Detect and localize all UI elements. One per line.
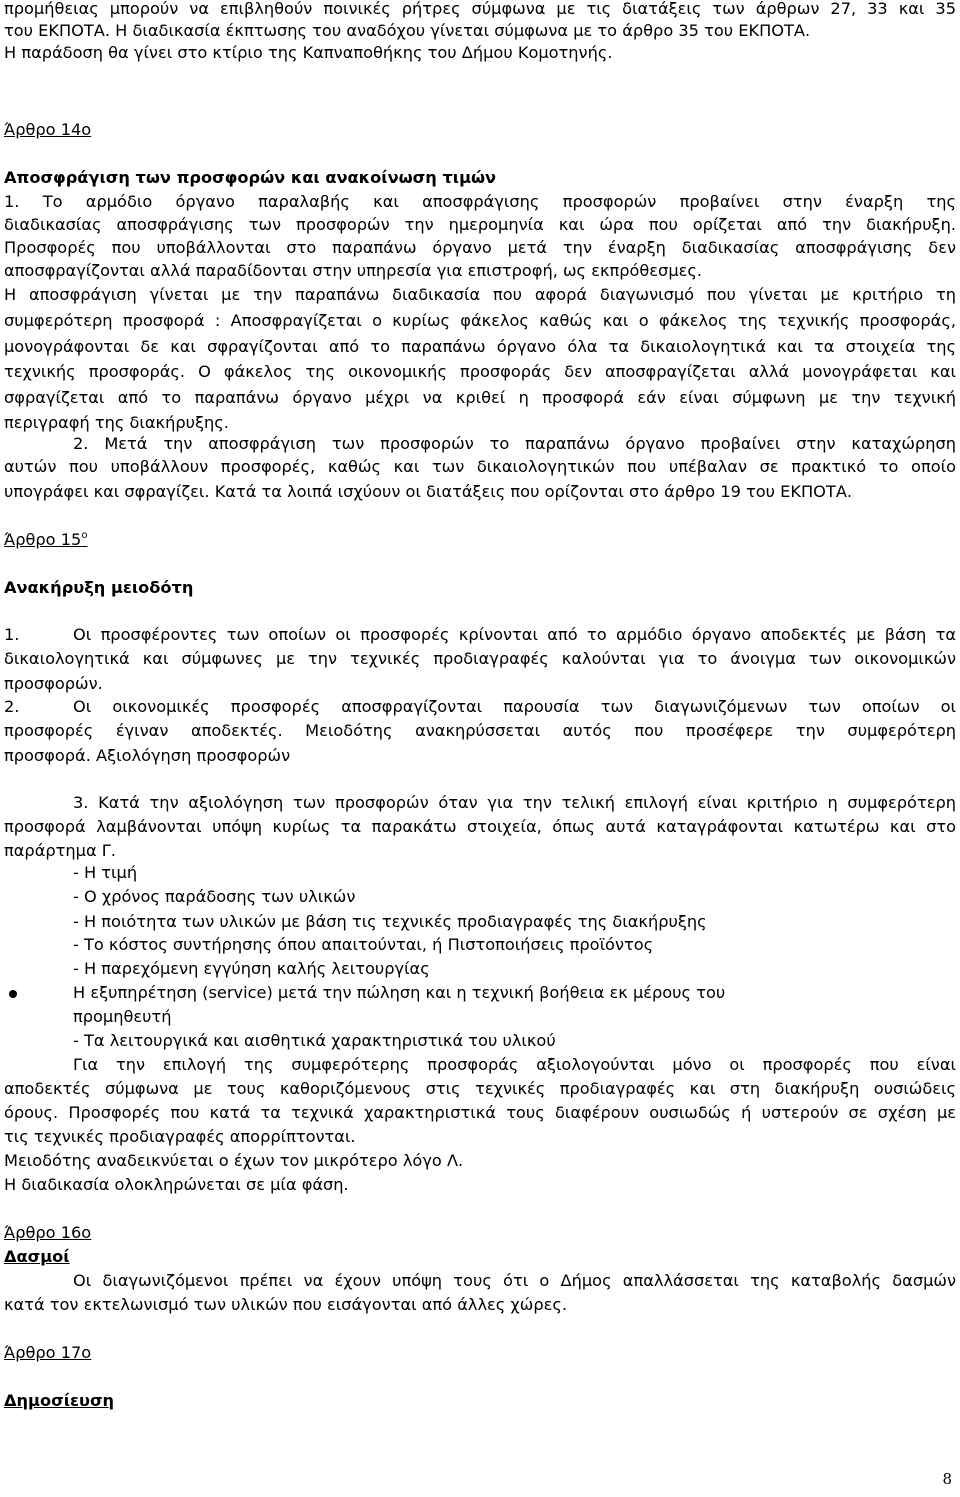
body-line: όρους. Προσφορές που κατά τα τεχνικά χαρακτηριστικά τους διαφέρουν ουσιωδώς ή υστερούν σε σχέση με: [4, 1103, 956, 1122]
body-line: αποδεκτές σύμφωνα με τους καθοριζόμενους στις τεχνικές προδιαγραφές και στη διακήρυξη ουσιώδεις: [4, 1079, 956, 1098]
body-line: προσφορά λαμβάνονται υπόψη κυρίως τα παρακάτω στοιχεία, όπως αυτά καταγράφονται κατωτέρω και στο: [4, 817, 956, 836]
body-line: σφραγίζεται από το παραπάνω όργανο μέχρι να κριθεί η προσφορά εάν είναι σύμφωνη με την τεχνική: [4, 388, 956, 407]
article-16-heading: Δασμοί: [4, 1247, 70, 1266]
paragraph-number: 2.: [4, 697, 20, 716]
article-15-title: [4, 529, 956, 551]
body-line: Η αποσφράγιση γίνεται με την παραπάνω διαδικασία που αφορά διαγωνισμό που γίνεται με κριτήριο τη: [4, 285, 956, 304]
body-line: προσφορά. Αξιολόγηση προσφορών: [4, 746, 291, 765]
body-line: του ΕΚΠΟΤΑ. Η διαδικασία έκπτωσης του αναδόχου γίνεται σύμφωνα με το άρθρο 35 του ΕΚΠΟΤΑ.: [4, 21, 811, 40]
body-line: Η παράδοση θα γίνει στο κτίριο της Καπναποθήκης του Δήμου Κομοτηνής.: [4, 43, 613, 62]
body-line: 3. Κατά την αξιολόγηση των προσφορών όταν για την τελική επιλογή είναι κριτήριο η συμφερότερη: [73, 793, 956, 812]
paragraph-number: 1.: [4, 625, 20, 644]
body-line: 1. Το αρμόδιο όργανο παραλαβής και αποσφράγισης προσφορών προβαίνει στην έναρξη της: [4, 192, 956, 211]
article-14-title: Άρθρο 14ο: [4, 120, 92, 139]
body-line: Μειοδότης αναδεικνύεται ο έχων τον μικρότερο λόγο Λ.: [4, 1151, 464, 1170]
page-number: 8: [942, 1470, 952, 1488]
body-line: Οι διαγωνιζόμενοι πρέπει να έχουν υπόψη τους ότι ο Δήμος απαλλάσσεται της καταβολής δασμών: [73, 1271, 956, 1290]
article-15-heading: Ανακήρυξη μειοδότη: [4, 578, 194, 597]
criteria-item: - Η παρεχόμενη εγγύηση καλής λειτουργίας: [73, 959, 430, 978]
body-line: Για την επιλογή της συμφερότερης προσφοράς αξιολογούνται μόνο οι προσφορές που είναι: [73, 1055, 956, 1074]
body-line: αποσφραγίζονται αλλά παραδίδονται στην υπηρεσία για επιστροφή, ως εκπρόθεσμες.: [4, 261, 703, 280]
body-line: τις τεχνικές προδιαγραφές απορρίπτονται.: [4, 1127, 356, 1146]
body-line: προμήθειας μπορούν να επιβληθούν ποινικές ρήτρες σύμφωνα με τις διατάξεις των άρθρων 27, 33 και 35: [4, 0, 956, 18]
body-line: Η διαδικασία ολοκληρώνεται σε μία φάση.: [4, 1175, 349, 1194]
body-line: προσφορές έγιναν αποδεκτές. Μειοδότης ανακηρύσσεται αυτός που προσέφερε την συμφερότερη: [4, 721, 956, 740]
body-line: προσφορών.: [4, 674, 103, 693]
article-17-title: Άρθρο 17ο: [4, 1343, 92, 1362]
article-17-heading: Δημοσίευση: [4, 1391, 115, 1410]
bullet-icon: [9, 990, 17, 998]
body-line: αυτών που υποβάλλουν προσφορές, καθώς και των δικαιολογητικών που υπέβαλαν σε πρακτικό το οποίο: [4, 457, 956, 476]
body-line: υπογράφει και σφραγίζει. Κατά τα λοιπά ισχύουν οι διατάξεις που ορίζονται στο άρθρο 19 του ΕΚΠΟΤΑ.: [4, 482, 853, 501]
criteria-item: - Η ποιότητα των υλικών με βάση τις τεχνικές προδιαγραφές της διακήρυξης: [73, 912, 707, 931]
body-line: 2. Μετά την αποσφράγιση των προσφορών το παραπάνω όργανο προβαίνει στην καταχώρηση: [73, 434, 956, 453]
body-line: Οι οικονομικές προσφορές αποσφραγίζονται παρουσία των διαγωνιζόμενων των οποίων οι: [73, 697, 956, 716]
body-line: τεχνικής προσφοράς. Ο φάκελος της οικονομικής προσφοράς δεν αποσφραγίζεται αλλά μονογράφεται και: [4, 362, 956, 381]
body-line: Προσφορές που υποβάλλονται στο παραπάνω όργανο μετά την έναρξη διαδικασίας αποσφράγισης δεν: [4, 238, 956, 257]
criteria-item: - Τα λειτουργικά και αισθητικά χαρακτηριστικά του υλικού: [73, 1031, 556, 1050]
article-14-heading: Αποσφράγιση των προσφορών και ανακοίνωση τιμών: [4, 168, 497, 187]
body-line: μονογράφονται δε και σφραγίζονται από το παραπάνω όργανο όλα τα δικαιολογητικά και τα στοιχεία της: [4, 337, 956, 356]
article-15-title-sup: ο: [81, 530, 88, 541]
criteria-item: - Η τιμή: [73, 863, 138, 882]
article-16-title: Άρθρο 16ο: [4, 1223, 92, 1242]
body-line: παράρτημα Γ.: [4, 841, 116, 860]
criteria-item: - Ο χρόνος παράδοσης των υλικών: [73, 887, 356, 906]
criteria-item: προμηθευτή: [73, 1007, 172, 1026]
body-line: κατά τον εκτελωνισμό των υλικών που εισάγονται από άλλες χώρες.: [4, 1295, 568, 1314]
article-15-title-text: Άρθρο 15: [4, 530, 82, 549]
body-line: περιγραφή της διακήρυξης.: [4, 413, 229, 432]
body-line: Οι προσφέροντες των οποίων οι προσφορές κρίνονται από το αρμόδιο όργανο αποδεκτές με βάση τα: [73, 625, 956, 644]
body-line: διαδικασίας αποσφράγισης των προσφορών την ημερομηνία και ώρα που ορίζεται από την διακήρυξη.: [4, 215, 956, 234]
criteria-item: Η εξυπηρέτηση (service) μετά την πώληση και η τεχνική βοήθεια εκ μέρους του: [73, 983, 726, 1002]
body-line: συμφερότερη προσφορά : Αποσφραγίζεται ο κυρίως φάκελος καθώς και ο φάκελος της τεχνικής προσφοράς,: [4, 311, 956, 330]
criteria-item: - Το κόστος συντήρησης όπου απαιτούνται, ή Πιστοποιήσεις προϊόντος: [73, 935, 654, 954]
body-line: δικαιολογητικά και σύμφωνες με την τεχνικές προδιαγραφές καλούνται για το άνοιγμα των οικονομικών: [4, 649, 956, 668]
